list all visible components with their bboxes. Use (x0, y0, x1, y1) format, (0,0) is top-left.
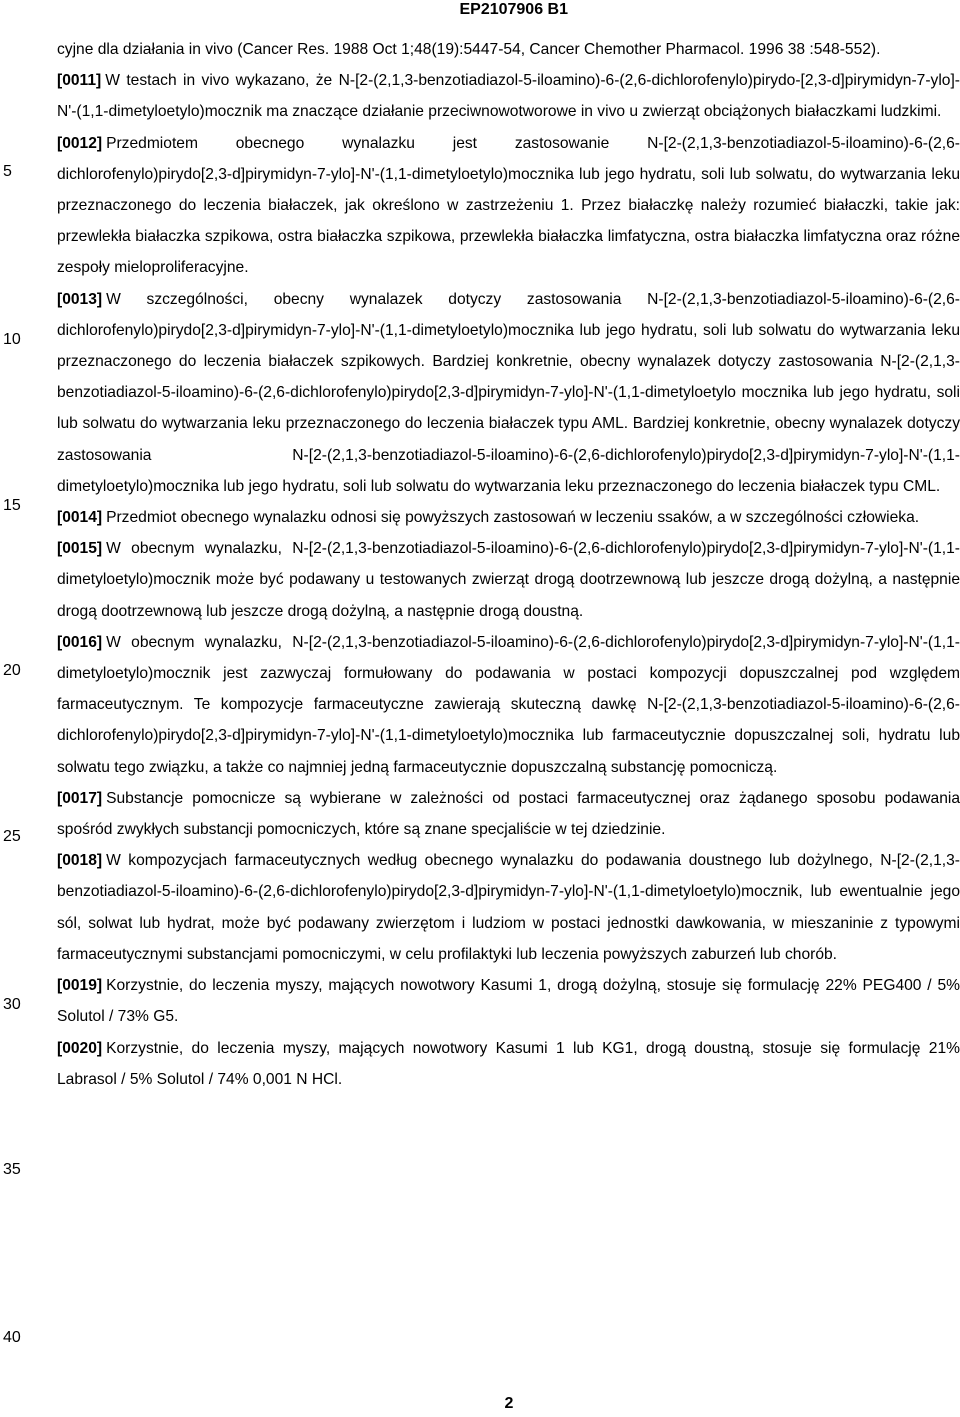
paragraph-0013 (57, 284, 960, 502)
line-number: 5 (3, 163, 12, 180)
paragraph-text: W testach in vivo wykazano, że N-[2-(2,1,3-benzotiadiazol-5-iloamino)-6-(2,6-dichlorofenylo)pirydo-[2,3-d]pirymidyn-7-ylo]-N'-(1,1-dimetyloetylo)mocznik ma znaczące działanie przeciwnowotworowe in vivo u zwierząt obciążonych białaczkami ludzkimi. (57, 72, 960, 121)
paragraph-0018 (57, 845, 960, 970)
document-body (57, 34, 960, 1095)
document-id-header: EP2107906 B1 (459, 1, 568, 18)
line-number: 40 (3, 1329, 21, 1346)
paragraph-text: W kompozycjach farmaceutycznych według obecnego wynalazku do podawania doustnego lub dożylnego, N-[2-(2,1,3-benzotiadiazol-5-iloamino)-6-(2,6-dichlorofenylo)pirydo[2,3-d]pirymidyn-7-ylo]-N'-(1,1-dimetyloetylo)mocznik, lub ewentualnie jego sól, solwat lub hydrat, może być podawany zwierzętom i ludziom w postaci jednostki dawkowania, w mieszaninie z typowymi farmaceutycznymi substancjami pomocniczymi, w celu profilaktyki lub leczenia powyższych zaburzeń lub chorób. (57, 852, 960, 963)
paragraph-number: [0020] (57, 1039, 103, 1057)
line-number: 10 (3, 331, 21, 348)
paragraph-number: [0016] (57, 633, 103, 651)
paragraph-text: cyjne dla działania in vivo (Cancer Res. 1988 Oct 1;48(19):5447-54, Cancer Chemother Pharmacol. 1996 38 :548-552). (57, 41, 881, 58)
paragraph-0019 (57, 970, 960, 1032)
line-number-gutter (0, 0, 40, 1417)
paragraph-text: Przedmiotem obecnego wynalazku jest zastosowanie N-[2-(2,1,3-benzotiadiazol-5-iloamino)-6-(2,6-dichlorofenylo)pirydo[2,3-d]pirymidyn-7-ylo]-N'-(1,1-dimetyloetylo)mocznika lub jego hydratu, soli lub solwatu, do wytwarzania leku przeznaczonego do leczenia białaczek, jak określono w zastrzeżeniu 1. Przez białaczkę należy rozumieć białaczki, takie jak: przewlekła białaczka szpikowa, ostra białaczka szpikowa, przewlekła białaczka limfatyczna, ostra białaczka limfatyczna oraz różne zespoły mieloproliferacyjne. (57, 134, 960, 277)
paragraph-0016 (57, 627, 960, 783)
paragraph-text: Korzystnie, do leczenia myszy, mających nowotwory Kasumi 1 lub KG1, drogą doustną, stosuje się formulację 21% Labrasol / 5% Solutol / 74% 0,001 N HCl. (57, 1039, 960, 1088)
paragraph-0020 (57, 1033, 960, 1095)
paragraph-number: [0015] (57, 540, 103, 558)
paragraph-0011 (57, 65, 960, 127)
paragraph-0015 (57, 533, 960, 627)
paragraph-text: Substancje pomocnicze są wybierane w zależności od postaci farmaceutycznej oraz żądanego sposobu podawania spośród zwykłych substancji pomocniczych, które są znane specjaliście w tej dziedzinie. (57, 789, 960, 839)
line-number: 25 (3, 828, 21, 845)
paragraph-number: [0011] (57, 72, 102, 90)
paragraph-text: W szczególności, obecny wynalazek dotyczy zastosowania N-[2-(2,1,3-benzotiadiazol-5-iloamino)-6-(2,6-dichlorofenylo)pirydo[2,3-d]pirymidyn-7-ylo]-N'-(1,1-dimetyloetylo)mocznika lub jego hydratu, soli lub solwatu do wytwarzania leku przeznaczonego do leczenia białaczek szpikowych. Bardziej konkretnie, obecny wynalazek dotyczy zastosowania N-[2-(2,1,3-benzotiadiazol-5-iloamino)-6-(2,6-dichlorofenylo)pirydo[2,3-d]pirymidyn-7-ylo]-N'-(1,1-dimetyloetylo mocznika lub jego hydratu, soli lub solwatu do wytwarzania leku przeznaczonego do leczenia białaczek typu AML. Bardziej konkretnie, obecny wynalazek dotyczy zastosowania N-[2-(2,1,3-benzotiadiazol-5-iloamino)-6-(2,6-dichlorofenylo)pirydo[2,3-d]pirymidyn-7-ylo]-N'-(1,1-dimetyloetylo)mocznika lub jego hydratu, soli lub solwatu do wytwarzania leku przeznaczonego do leczenia białaczek typu CML. (57, 290, 960, 495)
paragraph-text: W obecnym wynalazku, N-[2-(2,1,3-benzotiadiazol-5-iloamino)-6-(2,6-dichlorofenylo)pirydo[2,3-d]pirymidyn-7-ylo]-N'-(1,1-dimetyloetylo)mocznik może być podawany u testowanych zwierząt drogą dootrzewnową lub jeszcze drogą dożylną, a następnie drogą dootrzewnową lub jeszcze drogą dożylną, a następnie drogą doustną. (57, 540, 960, 620)
line-number: 20 (3, 662, 21, 679)
paragraph-number: [0013] (57, 290, 103, 308)
paragraph-0012 (57, 128, 960, 284)
paragraph-number: [0018] (57, 852, 103, 870)
line-number: 15 (3, 497, 21, 514)
paragraph-number: [0014] (57, 509, 103, 527)
paragraph-number: [0017] (57, 789, 103, 807)
paragraph-continuation (57, 34, 960, 65)
paragraph-text: W obecnym wynalazku, N-[2-(2,1,3-benzotiadiazol-5-iloamino)-6-(2,6-dichlorofenylo)pirydo[2,3-d]pirymidyn-7-ylo]-N'-(1,1-dimetyloetylo)mocznik jest zazwyczaj formułowany do podawania w postaci kompozycji dopuszczalnej pod względem farmaceutycznym. Te kompozycje farmaceutyczne zawierają skuteczną dawkę N-[2-(2,1,3-benzotiadiazol-5-iloamino)-6-(2,6-dichlorofenylo)pirydo[2,3-d]pirymidyn-7-ylo]-N'-(1,1-dimetyloetylo)mocznika lub farmaceutycznie dopuszczalnej soli, hydratu lub solwatu tego związku, a także co najmniej jedną farmaceutycznie dopuszczalną substancję pomocniczą. (57, 633, 960, 776)
paragraph-text: Korzystnie, do leczenia myszy, mających nowotwory Kasumi 1, drogą dożylną, stosuje się formulację 22% PEG400 / 5% Solutol / 73% G5. (57, 977, 960, 1026)
line-number: 35 (3, 1161, 21, 1178)
page-number: 2 (504, 1395, 514, 1412)
paragraph-number: [0012] (57, 134, 103, 152)
paragraph-text: Przedmiot obecnego wynalazku odnosi się powyższych zastosowań w leczeniu ssaków, a w szczególności człowieka. (106, 509, 920, 527)
paragraph-number: [0019] (57, 977, 103, 995)
line-number: 30 (3, 996, 21, 1013)
paragraph-0014 (57, 502, 960, 533)
paragraph-0017 (57, 783, 960, 845)
